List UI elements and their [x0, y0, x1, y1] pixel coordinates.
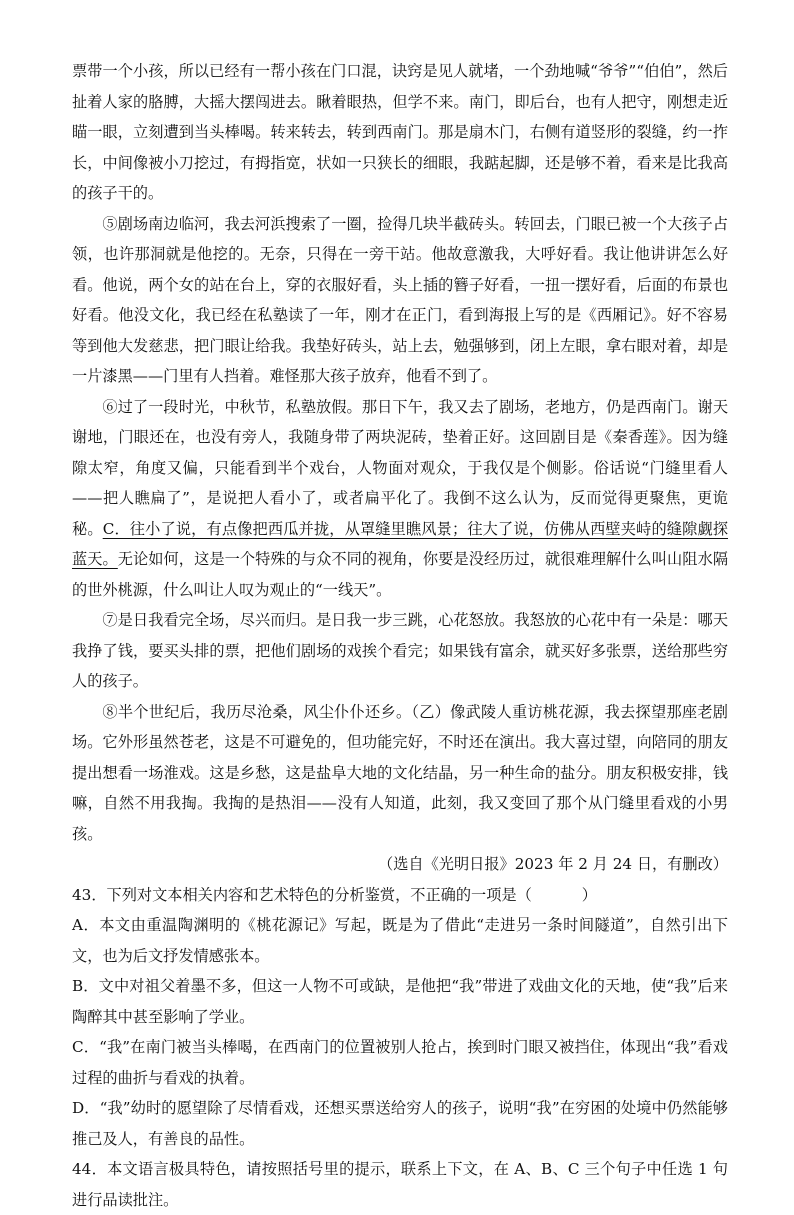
paragraph-6-text-b: 无论如何，这是一个特殊的与众不同的视角，你要是没经历过，就很难理解什么叫山阻水隔的世外桃源，什么叫让人叹为观止的“一线天”。	[72, 550, 729, 599]
passage-paragraph-5: ⑤剧场南边临河，我去河浜搜索了一圈，捡得几块半截砖头。转回去，门眼已被一个大孩子占领，也许那洞就是他挖的。无奈，只得在一旁干站。他故意激我，大呼好看。我让他讲讲怎么好看。他说，两个女的站在台上，穿的衣服好看，头上插的簪子好看，一扭一摆好看，后面的布景也好看。他没文化，我已经在私塾读了一年，刚才在正门，看到海报上写的是《西厢记》。好不容易等到他大发慈悲，把门眼让给我。我垫好砖头，站上去，勉强够到，闭上左眼，拿右眼对着，却是一片漆黑——门里有人挡着。难怪那大孩子放弃，他看不到了。	[72, 214, 728, 385]
question-44: 44．本文语言极具特色，请按照括号里的提示，联系上下文，在 A、B、C 三个句子中任选 1 句进行品读批注。	[72, 1160, 728, 1209]
underlined-sentence-c-continued: 并拢，从罩缝里瞧风景；往大了说，仿佛从西壁夹峙的缝隙觑探蓝天。	[72, 519, 729, 568]
passage-source: （选自《光明日报》2023 年 2 月 24 日，有删改）	[378, 855, 728, 873]
document-content	[72, 56, 728, 1215]
passage-paragraph-8: ⑧半个世纪后，我历尽沧桑，风尘仆仆还乡。（乙）像武陵人重访桃花源，我去探望那座老剧场。它外形虽然苍老，这是不可避免的，但功能完好，不时还在演出。我大喜过望，向陪同的朋友提出想看一场淮戏。这是乡愁，这是盐阜大地的文化结晶，另一种生命的盐分。朋友积极安排，钱嘛，自然不用我掏。我掏的是热泪——没有人知道，此刻，我又变回了那个从门缝里看戏的小男孩。	[72, 702, 728, 843]
passage-paragraph-7: ⑦是日我看完全场，尽兴而归。是日我一步三跳，心花怒放。我怒放的心花中有一朵是：哪天我挣了钱，要买头排的票，把他们剧场的戏挨个看完；如果钱有富余，就买好多张票，送给那些穷人的孩子。	[72, 611, 728, 690]
question-43-option-b: B．文中对祖父着墨不多，但这一人物不可或缺，是他把“我”带进了戏曲文化的天地，使“我”后来陶醉其中甚至影响了学业。	[72, 977, 728, 1026]
paragraph-6-text-a: ⑥过了一段时光，中秋节，私塾放假。那日下午，我又去了剧场，老地方，仍是西南门。谢天谢地，门眼还在，也没有旁人，我随身带了两块泥砖，垫着正好。这回剧目是《秦香莲》。因为缝隙太窄，角度又偏，只能看到半个戏台，人物面对观众，于我仅是个侧影。俗话说“门缝里看人——把人瞧扁了”，是说把人看小了，或者扁平化了。我倒不这么认为，反而觉得更聚焦，更诡秘。	[72, 397, 728, 538]
passage-paragraph-continued: 票带一个小孩，所以已经有一帮小孩在门口混，诀窍是见人就堵，一个劲地喊“爷爷”“伯伯”，然后扯着人家的胳膊，大摇大摆闯进去。瞅着眼热，但学不来。南门，即后台，也有人把守，刚想走近瞄一眼，立刻遭到当头棒喝。转来转去，转到西南门。那是扇木门，右侧有道竖形的裂缝，约一拃长，中间像被小刀挖过，有拇指宽，状如一只狭长的细眼，我踮起脚，还是够不着，看来是比我高的孩子干的。	[72, 62, 728, 202]
question-43-stem	[72, 880, 728, 911]
question-43-stem-close: ）	[581, 885, 597, 904]
passage-paragraph-6	[72, 392, 728, 606]
question-43-option-d: D．“我”幼时的愿望除了尽情看戏，还想买票送给穷人的孩子，说明“我”在穷困的处境中仍然能够推己及人，有善良的品性。	[72, 1099, 728, 1148]
question-43-stem-text: 43．下列对文本相关内容和艺术特色的分析鉴赏，不正确的一项是（	[72, 885, 532, 904]
underlined-sentence-c: C．往小了说，有点像把西瓜	[102, 519, 299, 538]
question-43-option-c: C．“我”在南门被当头棒喝，在西南门的位置被别人抢占，挨到时门眼又被挡住，体现出“我”看戏过程的曲折与看戏的执着。	[72, 1038, 728, 1087]
question-43-option-a: A．本文由重温陶渊明的《桃花源记》写起，既是为了借此“走进另一条时间隧道”，自然引出下文，也为后文抒发情感张本。	[72, 916, 728, 965]
